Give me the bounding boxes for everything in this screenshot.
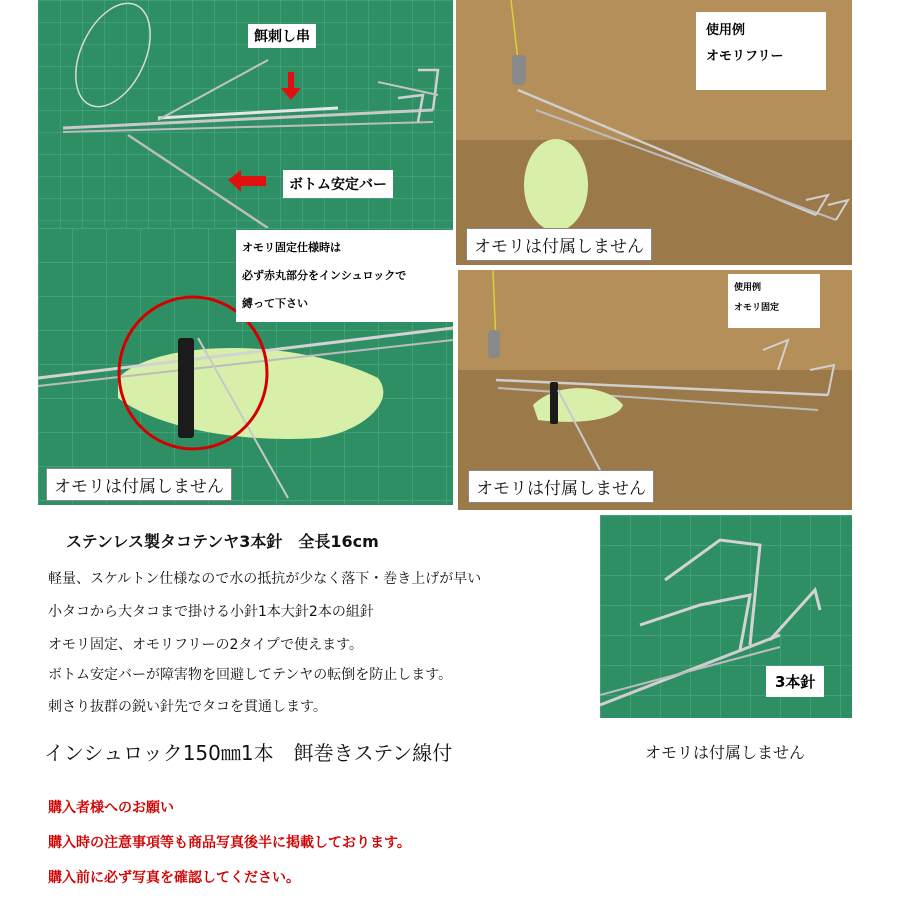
notice-line: 購入前に必ず写真を確認してください。 xyxy=(48,870,300,886)
photo-usage-sinker-free xyxy=(456,0,852,265)
cable-tie xyxy=(178,338,194,438)
cable-tie xyxy=(550,382,558,424)
notice-heading: 購入者様へのお願い xyxy=(48,800,174,816)
description-line: ボトム安定バーが障害物を回避してテンヤの転倒を防止します。 xyxy=(48,667,453,683)
photo-three-hooks xyxy=(600,515,852,718)
usage-title: 使用例 xyxy=(706,23,746,38)
product-heading: ステンレス製タコテンヤ3本針 全長16cm xyxy=(66,532,379,551)
description-line: 小タコから大タコまで掛ける小針1本大針2本の組針 xyxy=(48,604,374,620)
caption-no-sinker: オモリは付属しません xyxy=(46,468,232,501)
note-line-2: 必ず赤丸部分をインシュロックで xyxy=(242,269,407,282)
caption-no-sinker: オモリは付属しません xyxy=(468,470,654,503)
sinker-shape xyxy=(524,139,588,231)
description-line: オモリ固定、オモリフリーの2タイプで使えます。 xyxy=(48,637,363,653)
usage-title: 使用例 xyxy=(734,283,762,293)
notice-line: 購入時の注意事項等も商品写真後半に掲載しております。 xyxy=(48,835,411,851)
usage-subtitle: オモリフリー xyxy=(706,49,784,64)
accessories-included: インシュロック150㎜1本 餌巻きステン線付 xyxy=(44,741,453,765)
label-esashi: 餌刺し串 xyxy=(248,24,316,48)
description-line: 刺さり抜群の鋭い針先でタコを貫通します。 xyxy=(48,699,327,715)
caption-no-sinker: オモリは付属しません xyxy=(466,228,652,261)
description-line: 軽量、スケルトン仕様なので水の抵抗が少なく落下・巻き上げが早い xyxy=(48,571,482,587)
note-line-1: オモリ固定仕様時は xyxy=(242,241,341,254)
label-three-hooks: 3本針 xyxy=(766,666,824,697)
photo-sinker-fixed-closeup xyxy=(38,228,453,505)
accessories-not-included: オモリは付属しません xyxy=(645,743,806,762)
photo-tenya-parts xyxy=(38,0,453,228)
note-line-3: 縛って下さい xyxy=(242,297,308,310)
label-bottom-bar: ボトム安定バー xyxy=(283,170,393,198)
photo-usage-sinker-fixed xyxy=(458,270,852,510)
usage-subtitle: オモリ固定 xyxy=(734,303,780,313)
